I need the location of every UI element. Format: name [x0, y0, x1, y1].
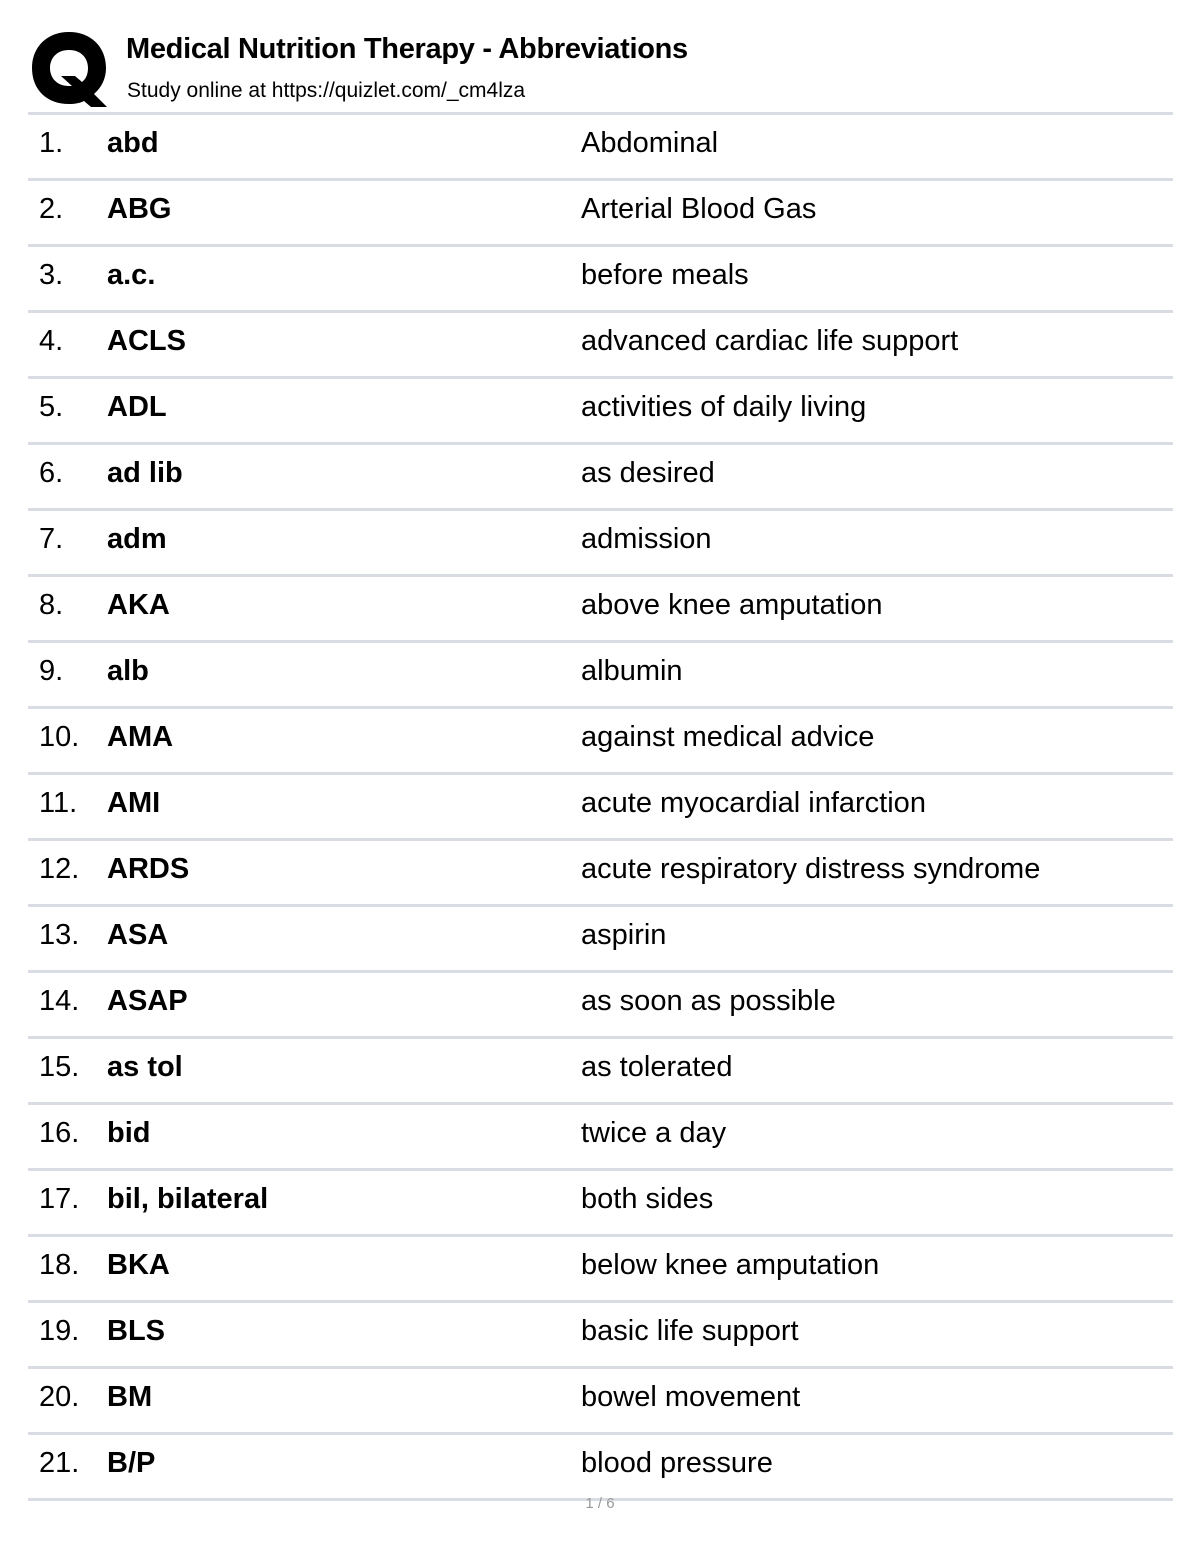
term-row [28, 709, 1173, 775]
term-number: 19. [39, 1315, 80, 1347]
term-number: 16. [39, 1117, 80, 1149]
term-row [28, 1039, 1173, 1105]
term-number: 15. [39, 1051, 80, 1083]
term-definition: before meals [581, 259, 749, 291]
term-number: 2. [39, 193, 64, 225]
term-row [28, 841, 1173, 907]
term-row [28, 1369, 1173, 1435]
term-number: 3. [39, 259, 64, 291]
term-abbreviation: BM [107, 1381, 153, 1413]
term-abbreviation: as tol [107, 1051, 183, 1083]
term-abbreviation: ADL [107, 391, 167, 423]
term-definition: blood pressure [581, 1447, 773, 1479]
term-number: 18. [39, 1249, 80, 1281]
term-definition: Arterial Blood Gas [581, 193, 817, 225]
term-definition: advanced cardiac life support [581, 325, 959, 357]
term-number: 9. [39, 655, 64, 687]
term-row [28, 313, 1173, 379]
term-definition: below knee amputation [581, 1249, 880, 1281]
term-abbreviation: ARDS [107, 853, 190, 885]
term-number: 8. [39, 589, 64, 621]
term-abbreviation: ASA [107, 919, 169, 951]
term-number: 7. [39, 523, 64, 555]
term-abbreviation: abd [107, 127, 159, 159]
term-definition: as desired [581, 457, 715, 489]
term-definition: twice a day [581, 1117, 727, 1149]
term-abbreviation: AMA [107, 721, 174, 753]
term-row [28, 907, 1173, 973]
term-row [28, 775, 1173, 841]
term-row [28, 445, 1173, 511]
term-definition: Abdominal [581, 127, 719, 159]
term-abbreviation: alb [107, 655, 149, 687]
term-definition: acute myocardial infarction [581, 787, 926, 819]
term-abbreviation: B/P [107, 1447, 156, 1479]
term-row [28, 1171, 1173, 1237]
term-row [28, 181, 1173, 247]
term-row [28, 1303, 1173, 1369]
term-row [28, 643, 1173, 709]
term-row [28, 511, 1173, 577]
quizlet-q-logo-icon [30, 30, 108, 108]
term-row [28, 577, 1173, 643]
term-abbreviation: adm [107, 523, 167, 555]
term-number: 10. [39, 721, 80, 753]
term-definition: basic life support [581, 1315, 799, 1347]
term-definition: aspirin [581, 919, 667, 951]
term-definition: activities of daily living [581, 391, 867, 423]
term-definition: albumin [581, 655, 683, 687]
term-definition: acute respiratory distress syndrome [581, 853, 1041, 885]
term-abbreviation: ASAP [107, 985, 188, 1017]
term-row [28, 1105, 1173, 1171]
page-header [0, 0, 1200, 112]
term-row [28, 115, 1173, 181]
term-number: 1. [39, 127, 64, 159]
term-number: 13. [39, 919, 80, 951]
page-number: 1 / 6 [585, 1495, 615, 1512]
term-number: 14. [39, 985, 80, 1017]
term-definition: bowel movement [581, 1381, 801, 1413]
term-definition: as soon as possible [581, 985, 836, 1017]
term-definition: above knee amputation [581, 589, 883, 621]
term-abbreviation: bid [107, 1117, 151, 1149]
term-abbreviation: bil, bilateral [107, 1183, 269, 1215]
term-definition: both sides [581, 1183, 714, 1215]
term-abbreviation: ACLS [107, 325, 186, 357]
term-row [28, 1237, 1173, 1303]
term-abbreviation: BKA [107, 1249, 170, 1281]
term-abbreviation: a.c. [107, 259, 156, 291]
term-number: 11. [39, 787, 78, 819]
term-row [28, 247, 1173, 313]
term-number: 6. [39, 457, 64, 489]
term-row [28, 379, 1173, 445]
term-number: 20. [39, 1381, 80, 1413]
term-definition: against medical advice [581, 721, 875, 753]
term-abbreviation: BLS [107, 1315, 165, 1347]
term-number: 5. [39, 391, 64, 423]
term-abbreviation: ABG [107, 193, 172, 225]
term-row [28, 973, 1173, 1039]
term-number: 4. [39, 325, 64, 357]
term-list [28, 115, 1173, 1501]
term-definition: as tolerated [581, 1051, 733, 1083]
term-definition: admission [581, 523, 712, 555]
term-number: 21. [39, 1447, 80, 1479]
term-abbreviation: AKA [107, 589, 170, 621]
term-number: 12. [39, 853, 80, 885]
term-abbreviation: AMI [107, 787, 161, 819]
term-row [28, 1435, 1173, 1501]
study-online-link[interactable]: Study online at https://quizlet.com/_cm4lza [127, 79, 526, 102]
document-title: Medical Nutrition Therapy - Abbreviations [126, 33, 688, 65]
term-abbreviation: ad lib [107, 457, 183, 489]
term-number: 17. [39, 1183, 80, 1215]
